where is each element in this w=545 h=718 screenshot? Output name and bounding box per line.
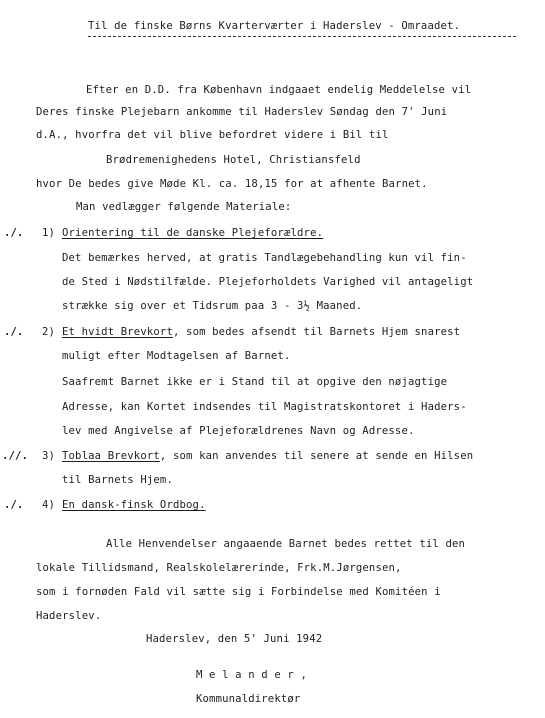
item2-body-3: Adresse, kan Kortet indsendes til Magistratskontoret i Haders- [62,401,467,413]
item1-mark: ./. [4,227,24,239]
item3-number: 3) [42,450,56,462]
para1-line-4: Brødremenighedens Hotel, Christiansfeld [106,154,361,166]
item2-heading-rest: , som bedes afsendt til Barnets Hjem snarest [172,326,461,338]
item2-body-4: lev med Angivelse af Plejeforældrenes Navn og Adresse. [62,425,415,437]
signature-title: Kommunaldirektør [196,693,301,705]
item2-body-2: Saafremt Barnet ikke er i Stand til at opgive den nøjagtige [62,376,448,388]
item4-mark: ./. [4,499,24,511]
intro-line: Man vedlægger følgende Materiale: [76,201,292,213]
item3-mark: .//. [2,450,29,462]
item3-heading: Toblaa Brevkort [62,450,160,462]
item2-body-1: muligt efter Modtagelsen af Barnet. [62,350,291,362]
title-underline [88,36,516,37]
para1-line-2: Deres finske Plejebarn ankomme til Haderslev Søndag den 7' Juni [36,106,448,118]
item3-heading-rest: , som kan anvendes til senere at sende en Hilsen [159,450,474,462]
para1-line-3: d.A., hvorfra det vil blive befordret videre i Bil til [36,129,389,141]
item2-heading-line [62,326,460,339]
item1-heading: Orientering til de danske Plejeforældre. [62,227,324,239]
item2-mark: ./. [4,326,24,338]
para2-line-2: lokale Tillidsmand, Realskolelærerinde, Frk.M.Jørgensen, [36,562,402,574]
item1-body-1: Det bemærkes herved, at gratis Tandlægebehandling kun vil fin- [62,252,467,264]
item2-number: 2) [42,326,56,338]
para1-line-1: Efter en D.D. fra København indgaaet endelig Meddelelse vil [86,84,472,96]
para2-line-4: Haderslev. [36,610,102,622]
item1-body-2: de Sted i Nødstilfælde. Plejeforholdets Varighed vil antageligt [62,276,474,288]
item3-body-1: til Barnets Hjem. [62,474,173,486]
item4-number: 4) [42,499,56,511]
letter-title: Til de finske Børns Kvarterværter i Haderslev - Omraadet. [88,20,461,32]
dateline: Haderslev, den 5' Juni 1942 [146,633,323,645]
item1-number: 1) [42,227,56,239]
para2-line-1: Alle Henvendelser angaaende Barnet bedes rettet til den [106,538,466,550]
item2-heading: Et hvidt Brevkort [62,326,173,338]
item3-heading-line [62,450,473,463]
signature-name: M e l a n d e r , [196,669,307,681]
item1-body-3: strække sig over et Tidsrum paa 3 - 3½ Maaned. [62,300,363,312]
para2-line-3: som i fornøden Fald vil sætte sig i Forbindelse med Komitéen i [36,586,441,598]
para1-line-5: hvor De bedes give Møde Kl. ca. 18,15 for at afhente Barnet. [36,178,428,190]
item4-heading: En dansk-finsk Ordbog. [62,499,206,511]
